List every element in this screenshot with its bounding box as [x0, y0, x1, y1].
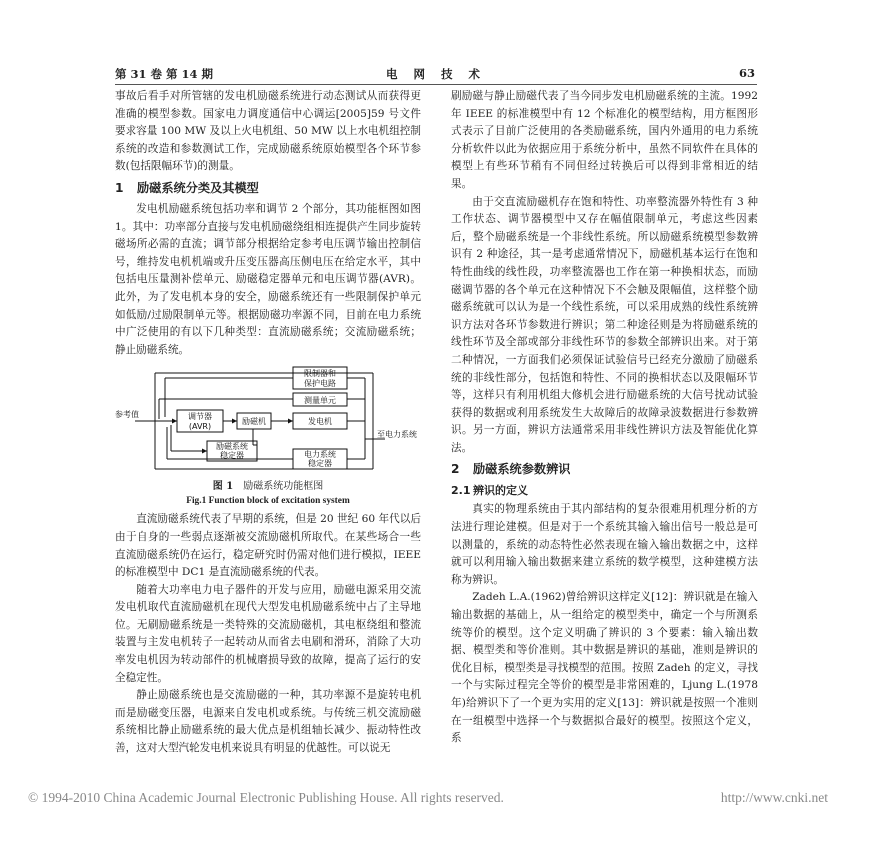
section-title: 励磁系统参数辨识: [473, 462, 571, 477]
excitation-block-diagram: [115, 365, 421, 477]
copyright-notice: © 1994-2010 China Academic Journal Electronic Publishing House. All rights reserved.: [28, 790, 504, 805]
figure-caption-text: 励磁系统功能框图: [243, 481, 324, 493]
figure-caption-cn: [115, 479, 421, 494]
section-number: 1: [115, 180, 124, 195]
page-number: 63: [738, 66, 755, 80]
to-grid-label: 至电力系统: [377, 430, 417, 440]
section-number: 2: [451, 462, 460, 477]
pss-label: 电力系统: [304, 450, 336, 460]
subsection-number: 2.1: [451, 484, 471, 498]
exciter-label: 励磁机: [242, 417, 266, 427]
section-title: 励磁系统分类及其模型: [137, 180, 259, 195]
reference-label: 参考值: [115, 410, 139, 420]
paragraph: Zadeh L.A.(1962)曾给辨识这样定义[12]：辨识就是在输入输出数据的基础上，从一组给定的模型类中，确定一个与所测系统等价的模型。这个定义明确了辨识的 3 个要素：输入输出数据、模型类和等价准则。其中数据是辨识的基础，准则是辨识的优化目标，模型类是寻找模型的范围。按照 Zadeh 的定义，寻找一个与实际过程完全等价的模型是非常困难的，Ljung L.(1978 年)给辨识下了一个更为实用的定义[13]：辨识就是按照一个准则在一组模型中选择一个与数据拟合最好的模型。按照这个定义，系: [451, 591, 758, 745]
right-column: [451, 88, 758, 748]
generator-label: 发电机: [308, 417, 332, 427]
journal-title: 电 网 技 术: [385, 67, 486, 81]
figure-caption-en: Fig.1 Function block of excitation system: [186, 496, 350, 507]
paragraph: 由于交直流励磁机存在饱和特性、功率整流器外特性有 3 种工作状态、调节器模型中又存在幅值限制单元，考虑这些因素后，整个励磁系统是一个非线性系统。所以励磁系统模型参数辨识有 2 种途径，其一是考虑通常情况下，励磁机基本运行在饱和特性曲线的线性段，功率整流器也工作在第一种换相状态，而励磁调节器的各个单元在这种情况下不会触及限幅值，这样整个励磁系统就可以认为是一个线性系统，可以采用成熟的线性系统辨识方法对各环节参数进行辨识；第二种途径则是为将励磁系统的线性环节及全部或部分非线性环节的参数全部辨识出来。对于第二种情况，一方面我们必须保证试验信号已经充分激励了励磁系统的非线性部分，包括饱和特性、不同的换相状态以及限幅环节等，这样只有利用机组大修机会进行励磁系统的大信号扰动试验获得的数据或利用系统发生大故障后的故障录波数据进行参数辨识。另一方面，辨识方法通常采用非线性辨识方法及智能优化算法。: [451, 195, 758, 454]
subsection-heading: [451, 482, 758, 500]
paragraph: 刷励磁与静止励磁代表了当今同步发电机励磁系统的主流。1992 年 IEEE 的标准模型中有 12 个标准化的模型结构，用方框图形式表示了目前广泛使用的各类励磁系统，国内外通用的电力系统分析软件以此为依据应用于系统分析中，虽然不同软件在具体的模型上有些环节稍有不同但经过转换后可以得到非常相近的结果。: [451, 90, 758, 190]
footer-url[interactable]: http://www.cnki.net: [720, 790, 828, 805]
figure-block-diagram: [115, 365, 421, 477]
paragraph: 发电机励磁系统包括功率和调节 2 个部分，其功能框图如图 1。其中：功率部分直接与发电机励磁绕组相连提供产生同步旋转磁场所必需的直流；调节部分根据给定参考电压调节输出控制信号，维持发电机机端或升压变压器高压侧电压在给定水平，其中包括电压量测补偿单元、励磁稳定器单元和电压调节器(AVR)。此外，为了发电机本身的安全，励磁系统还有一些限制保护单元如低励/过励限制单元等。根据励磁功率源不同，目前在电力系统中广泛使用的有以下几种类型：直流励磁系统；交流励磁系统；静止励磁系统。: [115, 202, 421, 356]
limiter-label: 限制器和: [304, 369, 336, 379]
journal-volume-issue: 第 31 卷 第 14 期: [115, 67, 214, 81]
section-heading: [451, 459, 758, 479]
paragraph: 静止励磁系统也是交流励磁的一种，其功率源不是旋转电机而是励磁变压器，电源来自发电机或系统。与传统三机交流励磁系统相比静止励磁系统的最大优点是机组轴长减少、振动特性改善，这对大型汽轮发电机来说具有明显的优越性。可以说无: [115, 689, 421, 755]
avr-label: 调节器: [188, 412, 212, 422]
stabilizer-label-2: 稳定器: [220, 451, 244, 461]
paragraph: 事故后看手对所管辖的发电机励磁系统进行动态测试从而获得更准确的模型参数。国家电力调度通信中心调运[2005]59 号文件要求容量 100 MW 及以上火电机组、50 MW 以上水电机组控制系统的改造和参数测试工作，完成励磁系统原始模型各个环节参数(包括限幅环节)的测量。: [115, 90, 421, 173]
pss-label-2: 稳定器: [308, 459, 332, 469]
left-column: [115, 88, 421, 758]
figure-number: 图 1: [212, 481, 234, 493]
measure-label: 测量单元: [304, 396, 336, 406]
limiter-label-2: 保护电路: [304, 379, 336, 389]
paragraph: 真实的物理系统由于其内部结构的复杂很难用机理分析的方法进行理论建模。但是对于一个系统其输入输出信号一般总是可以测量的，系统的动态特性必然表现在输入输出数据之中，这样就可以利用输入输出数据来建立系统的数学模型，这种建模方法称为辨识。: [451, 503, 758, 586]
paragraph: 直流励磁系统代表了早期的系统，但是 20 世纪 60 年代以后由于自身的一些弱点逐渐被交流励磁机所取代。在某些场合一些直流励磁系统仍在运行，稳定研究时仍需对他们进行模拟，IEEE 的标准模型中 DC1 是直流励磁系统的代表。: [115, 513, 421, 579]
avr-label-2: (AVR): [188, 422, 212, 432]
paragraph: 随着大功率电力电子器件的开发与应用，励磁电源采用交流发电机取代直流励磁机在现代大型发电机励磁系统中占了主导地位。无刷励磁系统是一类特殊的交流励磁机，其电枢绕组和整流装置与主发电机转子一起转动从而省去电刷和滑环，消除了大功率发电机因为转动部件的机械磨损导致的故障，提高了运行的安全稳定性。: [115, 583, 421, 684]
section-heading: [115, 178, 421, 198]
stabilizer-label: 励磁系统: [216, 442, 248, 452]
subsection-title: 辨识的定义: [473, 484, 528, 498]
running-header: [115, 64, 757, 85]
